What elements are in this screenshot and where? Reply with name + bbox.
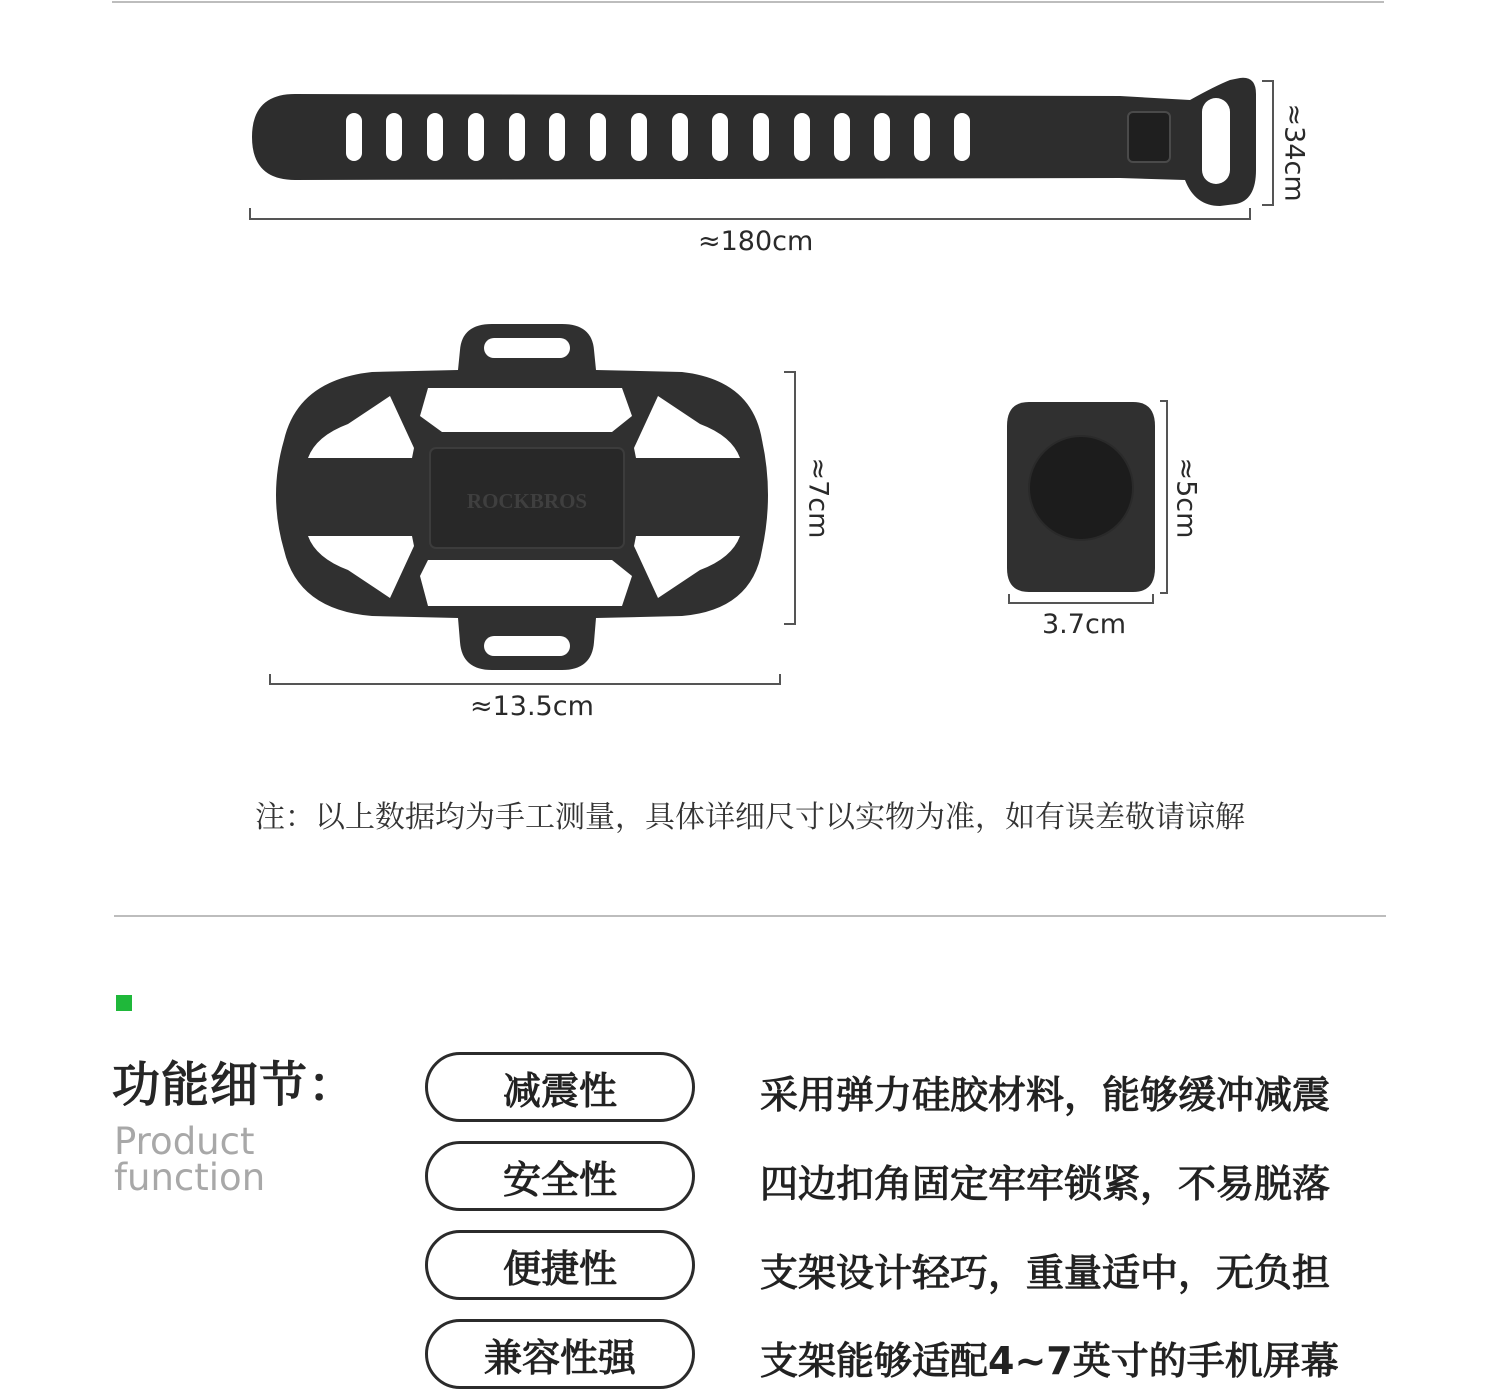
pad-image — [1005, 400, 1157, 594]
top-divider — [112, 1, 1384, 3]
holder-brand-logo: ROCKBROS — [466, 489, 588, 513]
holder-width-bracket — [269, 674, 781, 685]
pad-circle — [1029, 436, 1133, 540]
section-subtitle-line1: Product — [114, 1120, 255, 1163]
holder-image — [262, 320, 782, 680]
strap-height-label: ≈34cm — [1278, 103, 1310, 202]
feature-desc-compatibility: 支架能够适配4~7英寸的手机屏幕 — [760, 1339, 1339, 1383]
feature-label-convenience: 便捷性 — [425, 1230, 695, 1300]
feature-desc-shock-absorption: 采用弹力硅胶材料，能够缓冲减震 — [760, 1073, 1331, 1117]
section-subtitle — [114, 1120, 364, 1199]
strap-length-bracket — [249, 208, 1251, 220]
section-title: 功能细节： — [112, 1057, 358, 1113]
pad-width-label: 3.7cm — [1042, 609, 1127, 640]
section-divider — [114, 915, 1386, 917]
holder-height-bracket — [784, 371, 796, 625]
section-subtitle-line2: function — [114, 1156, 266, 1199]
feature-label-compatibility: 兼容性强 — [425, 1319, 695, 1389]
strap-height-bracket — [1262, 80, 1274, 206]
pad-height-bracket — [1160, 400, 1168, 594]
accent-square-icon — [116, 995, 132, 1011]
measurement-note: 注：以上数据均为手工测量，具体详细尺寸以实物为准，如有误差敬请谅解 — [255, 800, 1245, 835]
holder-height-label: ≈7cm — [802, 457, 834, 539]
strap-loop-hole — [1202, 98, 1230, 184]
feature-desc-convenience: 支架设计轻巧，重量适中，无负担 — [760, 1251, 1331, 1295]
strap-length-label: ≈180cm — [698, 226, 814, 257]
pad-height-label: ≈5cm — [1170, 457, 1202, 539]
holder-width-label: ≈13.5cm — [470, 691, 594, 722]
feature-label-shock-absorption: 减震性 — [425, 1052, 695, 1122]
feature-desc-safety: 四边扣角固定牢牢锁紧，不易脱落 — [760, 1162, 1331, 1206]
strap-image — [240, 70, 1320, 220]
strap-buckle — [1128, 112, 1170, 162]
feature-label-safety: 安全性 — [425, 1141, 695, 1211]
pad-width-bracket — [1008, 594, 1154, 604]
